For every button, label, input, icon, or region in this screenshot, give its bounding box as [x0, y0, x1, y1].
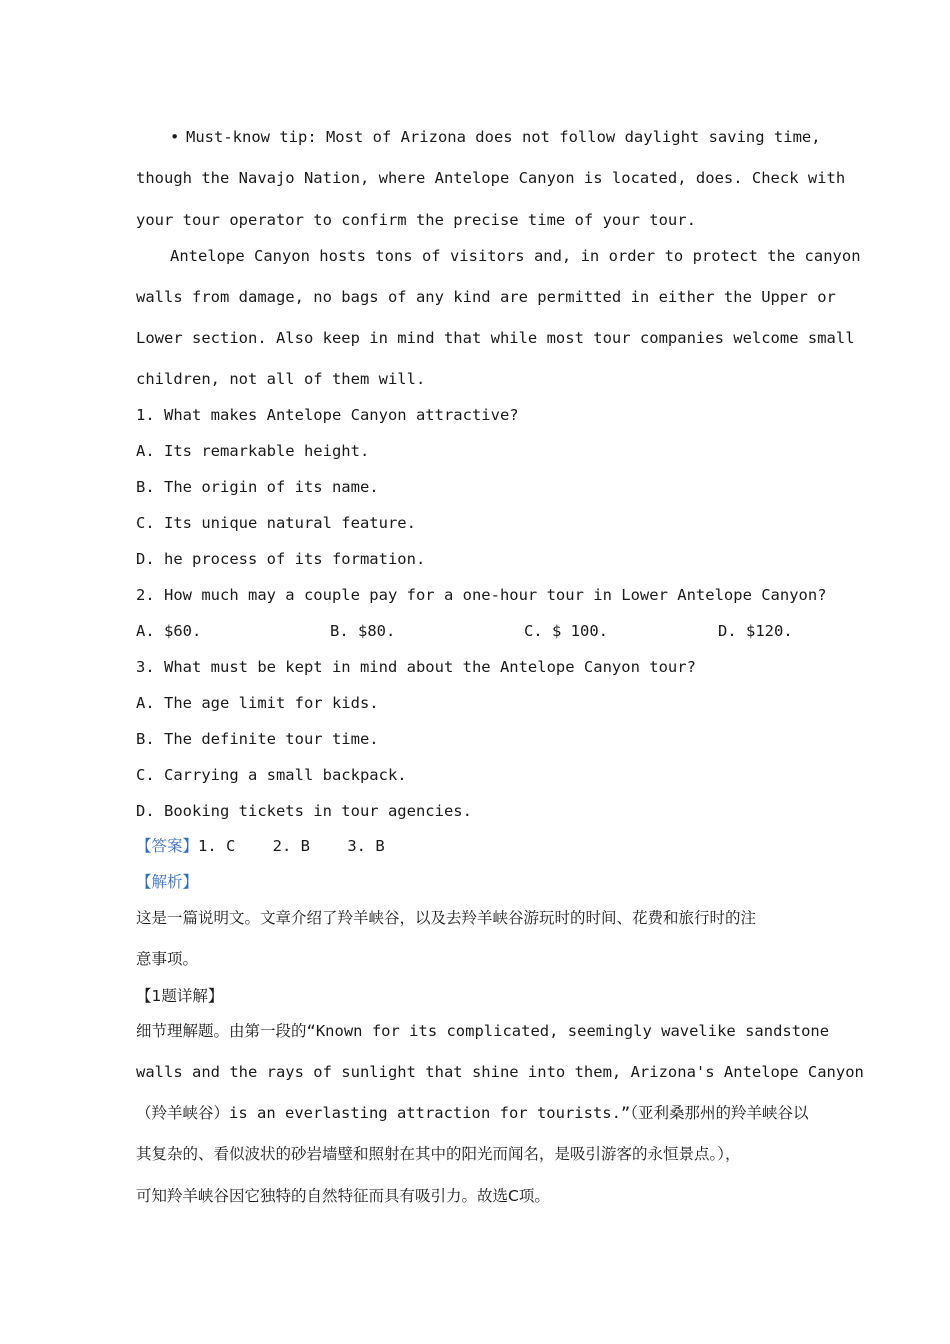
- question-2-option-c: C. $ 100.: [524, 622, 608, 640]
- question-1-option-b: B. The origin of its name.: [136, 478, 379, 496]
- question-3-option-c: C. Carrying a small backpack.: [136, 766, 407, 784]
- question-3-option-d: D. Booking tickets in tour agencies.: [136, 802, 472, 820]
- question-1-stem: 1. What makes Antelope Canyon attractive?: [136, 406, 519, 424]
- question-1-option-a: A. Its remarkable height.: [136, 442, 370, 460]
- question-2-option-a: A. $60.: [136, 622, 202, 640]
- detail-1-line-3: （羚羊峡谷）is an everlasting attraction for tourists.”（亚利桑那州的羚羊峡谷以: [136, 1104, 809, 1122]
- tip-bullet: •: [170, 128, 180, 146]
- tip-line-2: though the Navajo Nation, where Antelope Canyon is located, does. Check with: [136, 169, 846, 187]
- question-2-option-b: B. $80.: [330, 622, 396, 640]
- question-2-option-d: D. $120.: [718, 622, 793, 640]
- paragraph-line-4: children, not all of them will.: [136, 370, 426, 388]
- analysis-line-1: 这是一篇说明文。文章介绍了羚羊峡谷，以及去羚羊峡谷游玩时的时间、花费和旅行时的注: [136, 909, 757, 927]
- detail-1-label: 【1题详解】: [136, 987, 224, 1005]
- analysis-line-2: 意事项。: [136, 950, 199, 968]
- question-3-option-b: B. The definite tour time.: [136, 730, 379, 748]
- question-2-stem: 2. How much may a couple pay for a one-hour tour in Lower Antelope Canyon?: [136, 586, 827, 604]
- paragraph-line-1: Antelope Canyon hosts tons of visitors and, in order to protect the canyon: [170, 247, 861, 265]
- question-3-stem: 3. What must be kept in mind about the Antelope Canyon tour?: [136, 658, 696, 676]
- detail-1-line-5: 可知羚羊峡谷因它独特的自然特征而具有吸引力。故选C项。: [136, 1187, 550, 1205]
- question-1-option-c: C. Its unique natural feature.: [136, 514, 416, 532]
- question-1-option-d: D. he process of its formation.: [136, 550, 426, 568]
- tip-line-1: Must-know tip: Most of Arizona does not follow daylight saving time,: [186, 128, 821, 146]
- analysis-label: 【解析】: [136, 873, 199, 891]
- question-3-option-a: A. The age limit for kids.: [136, 694, 379, 712]
- paragraph-line-3: Lower section. Also keep in mind that while most tour companies welcome small: [136, 329, 855, 347]
- detail-1-line-4: 其复杂的、看似波状的砂岩墙壁和照射在其中的阳光而闻名，是吸引游客的永恒景点。），: [136, 1145, 741, 1163]
- detail-1-line-1: 细节理解题。由第一段的“Known for its complicated, seemingly wavelike sandstone: [136, 1022, 830, 1040]
- answer-text: 1. C 2. B 3. B: [198, 837, 385, 855]
- answer-label: 【答案】: [136, 837, 199, 855]
- tip-line-3: your tour operator to confirm the precise time of your tour.: [136, 211, 696, 229]
- answer-row: [136, 836, 385, 856]
- detail-1-line-2: walls and the rays of sunlight that shine into them, Arizona's Antelope Canyon: [136, 1063, 864, 1081]
- paragraph-line-2: walls from damage, no bags of any kind are permitted in either the Upper or: [136, 288, 836, 306]
